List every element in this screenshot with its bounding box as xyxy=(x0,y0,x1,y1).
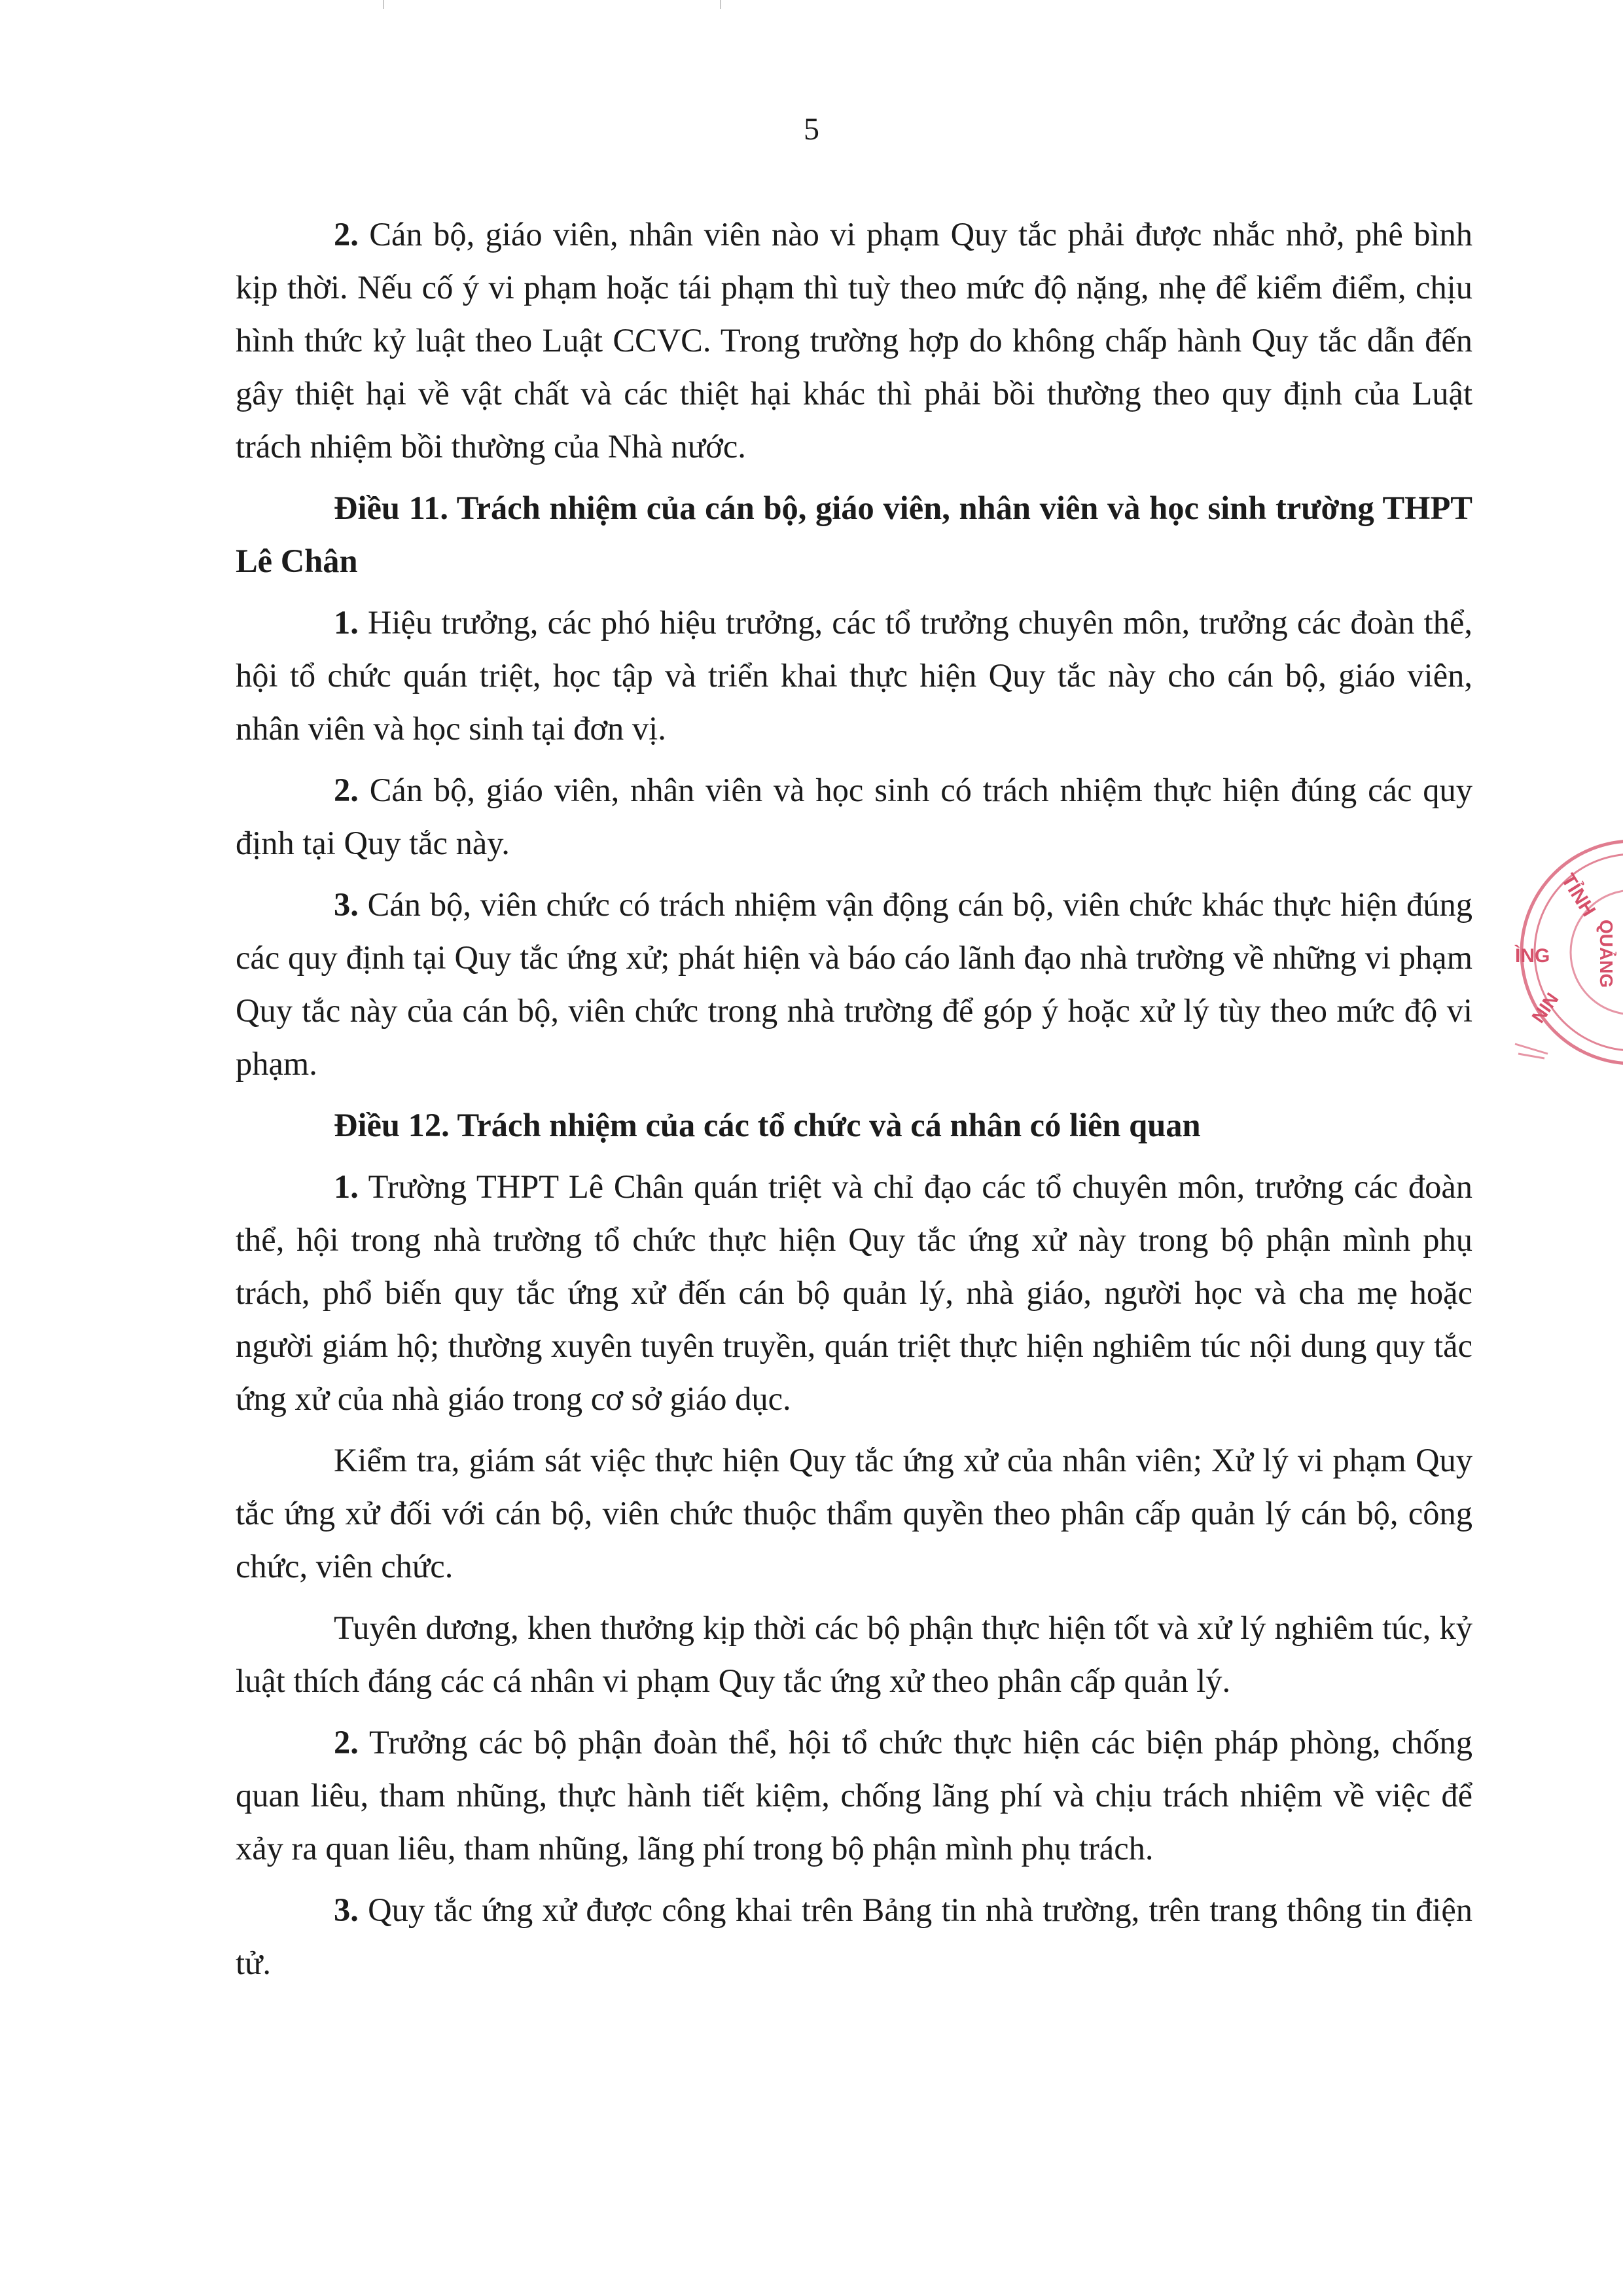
paragraph-text: Kiểm tra, giám sát việc thực hiện Quy tắc ứng xử của nhân viên; Xử lý vi phạm Quy tắc ứng xử đối với cán bộ, viên chức thuộc thẩm quyền theo phân cấp quản lý cán bộ, công chức, viên chức. xyxy=(236,1442,1472,1585)
stamp-text-right: QUẢNG xyxy=(1596,920,1616,988)
body-paragraph xyxy=(236,878,1472,1090)
body-paragraph xyxy=(236,1716,1472,1875)
stamp-text-left: ÌNG xyxy=(1515,945,1550,967)
page-number: 5 xyxy=(804,112,819,147)
clause-number: 2. xyxy=(334,772,359,808)
paragraph-text: Tuyên dương, khen thưởng kịp thời các bộ phận thực hiện tốt và xử lý nghiêm túc, kỷ luật thích đáng các cá nhân vi phạm Quy tắc ứng xử theo phân cấp quản lý. xyxy=(236,1609,1472,1699)
scan-mark xyxy=(383,0,384,9)
body-paragraph xyxy=(236,1160,1472,1426)
clause-number: 3. xyxy=(334,1892,359,1928)
paragraph-text: Cán bộ, giáo viên, nhân viên nào vi phạm Quy tắc phải được nhắc nhở, phê bình kịp thời. Nếu cố ý vi phạm hoặc tái phạm thì tuỳ theo mức độ nặng, nhẹ để kiểm điểm, chịu hình thức kỷ luật theo Luật CCVC. Trong trường hợp do không chấp hành Quy tắc dẫn đến gây thiệt hại về vật chất và các thiệt hại khác thì phải bồi thường theo quy định của Luật trách nhiệm bồi thường của Nhà nước. xyxy=(236,216,1472,465)
scan-mark xyxy=(720,0,721,9)
clause-number: 1. xyxy=(334,1168,359,1205)
clause-number: 2. xyxy=(334,1724,359,1761)
stamp-text-top: TỈNH xyxy=(1557,870,1600,921)
clause-number: 3. xyxy=(334,886,359,923)
paragraph-text: Trường THPT Lê Chân quán triệt và chỉ đạo các tổ chuyên môn, trưởng các đoàn thể, hội trong nhà trường tổ chức thực hiện Quy tắc ứng xử này trong bộ phận mình phụ trách, phổ biến quy tắc ứng xử đến cán bộ quản lý, nhà giáo, người học và cha mẹ hoặc người giám hộ; thường xuyên tuyên truyền, quán triệt thực hiện nghiêm túc nội dung quy tắc ứng xử của nhà giáo trong cơ sở giáo dục. xyxy=(236,1168,1472,1417)
paragraph-text: Quy tắc ứng xử được công khai trên Bảng tin nhà trường, trên trang thông tin điện tử. xyxy=(236,1892,1472,1981)
stamp-text-bottom: NIN xyxy=(1527,989,1563,1027)
paragraph-text: Cán bộ, viên chức có trách nhiệm vận động cán bộ, viên chức khác thực hiện đúng các quy định tại Quy tắc ứng xử; phát hiện và báo cáo lãnh đạo nhà trường về những vi phạm Quy tắc này của cán bộ, viên chức trong nhà trường để góp ý hoặc xử lý tùy theo mức độ vi phạm. xyxy=(236,886,1472,1082)
body-paragraph xyxy=(236,208,1472,473)
clause-number: 2. xyxy=(334,216,359,253)
article-heading: Điều 11. Trách nhiệm của cán bộ, giáo viên, nhân viên và học sinh trường THPT Lê Chân xyxy=(236,490,1472,579)
body-paragraph xyxy=(236,596,1472,755)
article-heading: Điều 12. Trách nhiệm của các tổ chức và cá nhân có liên quan xyxy=(334,1107,1201,1143)
paragraph-text: Hiệu trưởng, các phó hiệu trưởng, các tổ trưởng chuyên môn, trưởng các đoàn thể, hội tổ chức quán triệt, học tập và triển khai thực hiện Quy tắc này cho cán bộ, giáo viên, nhân viên và học sinh tại đơn vị. xyxy=(236,604,1472,747)
paragraph-text: Cán bộ, giáo viên, nhân viên và học sinh có trách nhiệm thực hiện đúng các quy định tại Quy tắc này. xyxy=(236,772,1472,861)
official-seal-stamp xyxy=(1502,828,1623,1077)
body-paragraph xyxy=(236,1884,1472,1990)
body-paragraph xyxy=(236,1434,1472,1593)
body-paragraph xyxy=(236,1602,1472,1708)
body-paragraph xyxy=(236,764,1472,870)
paragraph-text: Trưởng các bộ phận đoàn thể, hội tổ chức thực hiện các biện pháp phòng, chống quan liêu, tham nhũng, thực hành tiết kiệm, chống lãng phí và chịu trách nhiệm về việc để xảy ra quan liêu, tham nhũng, lãng phí trong bộ phận mình phụ trách. xyxy=(236,1724,1472,1867)
clause-number: 1. xyxy=(334,604,359,641)
document-body xyxy=(236,208,1472,1998)
